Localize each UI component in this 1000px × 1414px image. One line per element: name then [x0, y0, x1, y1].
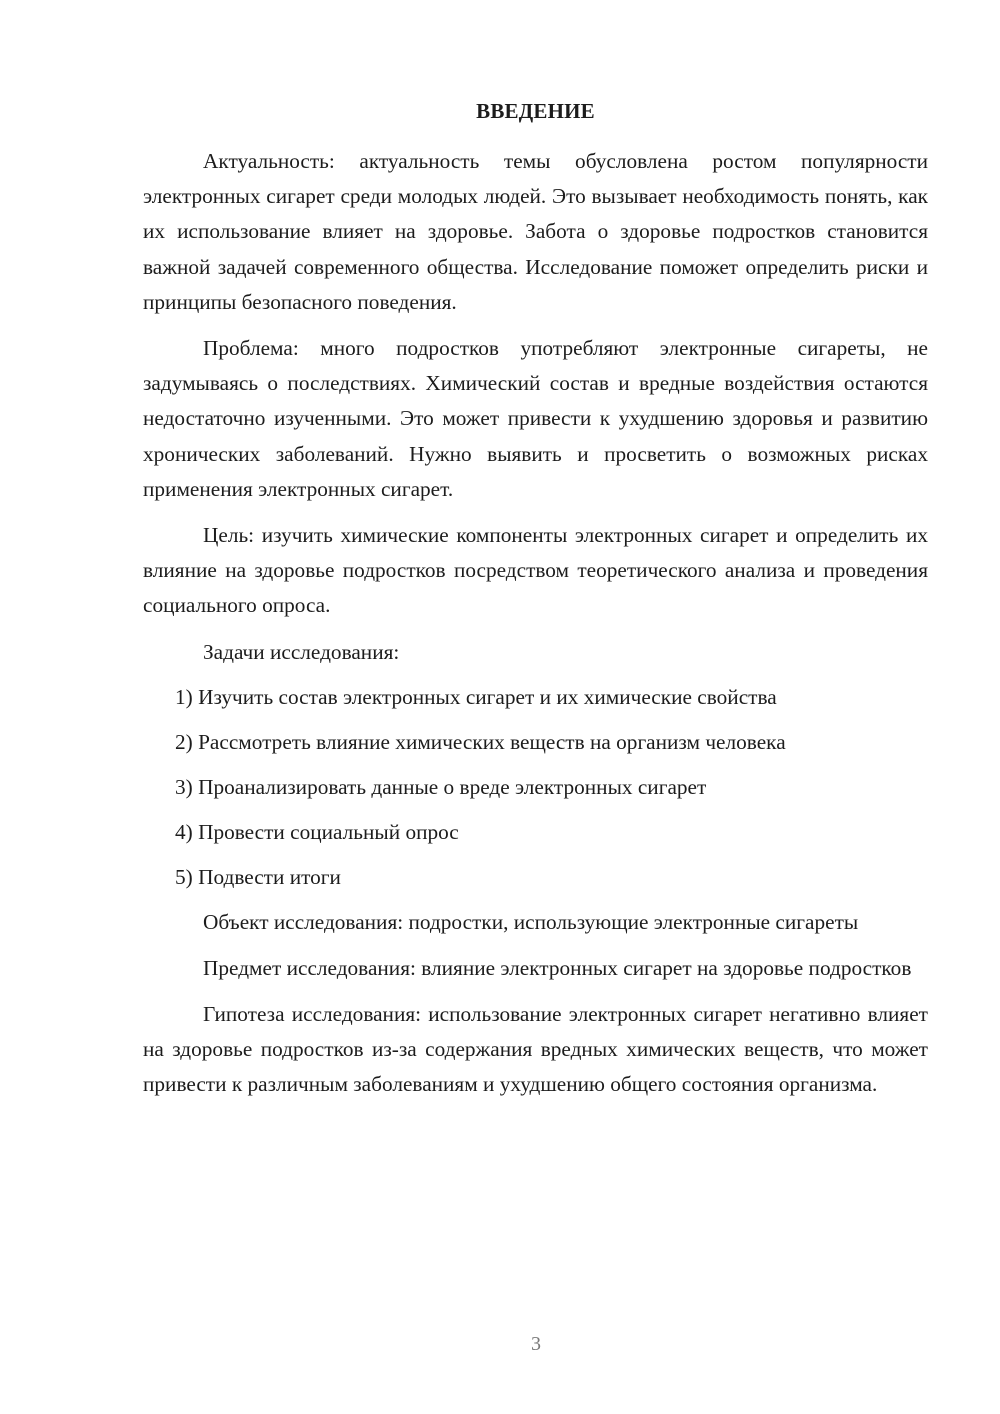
- section-title: ВВЕДЕНИЕ: [476, 99, 595, 123]
- task-item: 2) Рассмотреть влияние химических веществ на организм человека: [175, 729, 786, 754]
- tasks-list: [143, 680, 928, 895]
- subject-paragraph: Предмет исследования: влияние электронных сигарет на здоровье подростков: [203, 955, 912, 980]
- goal-paragraph: Цель: изучить химические компоненты электронных сигарет и определить их влияние на здоровье подростков посредством теоретического анализа и проведения социального опроса.: [143, 523, 928, 618]
- document-page: [143, 96, 928, 1114]
- task-item: 3) Проанализировать данные о вреде электронных сигарет: [175, 774, 707, 799]
- task-item: 1) Изучить состав электронных сигарет и их химические свойства: [175, 684, 777, 709]
- relevance-paragraph: Актуальность: актуальность темы обусловлена ростом популярности электронных сигарет среди молодых людей. Это вызывает необходимость понять, как их использование влияет на здоровье. Забота о здоровье подростков становится важной задачей современного общества. Исследование поможет определить риски и принципы безопасного поведения.: [143, 149, 928, 314]
- task-item: 4) Провести социальный опрос: [175, 819, 459, 844]
- page-number: 3: [531, 1333, 541, 1355]
- object-paragraph: Объект исследования: подростки, использующие электронные сигареты: [203, 909, 859, 934]
- hypothesis-paragraph: Гипотеза исследования: использование электронных сигарет негативно влияет на здоровье подростков из-за содержания вредных химических веществ, что может привести к различным заболеваниям и ухудшению общего состояния организма.: [143, 1002, 928, 1097]
- task-item: 5) Подвести итоги: [175, 864, 341, 889]
- problem-paragraph: Проблема: много подростков употребляют электронные сигареты, не задумываясь о последствиях. Химический состав и вредные воздействия остаются недостаточно изученными. Это может привести к ухудшению здоровья и развитию хронических заболеваний. Нужно выявить и просветить о возможных рисках применения электронных сигарет.: [143, 336, 928, 501]
- tasks-heading: Задачи исследования:: [203, 639, 400, 664]
